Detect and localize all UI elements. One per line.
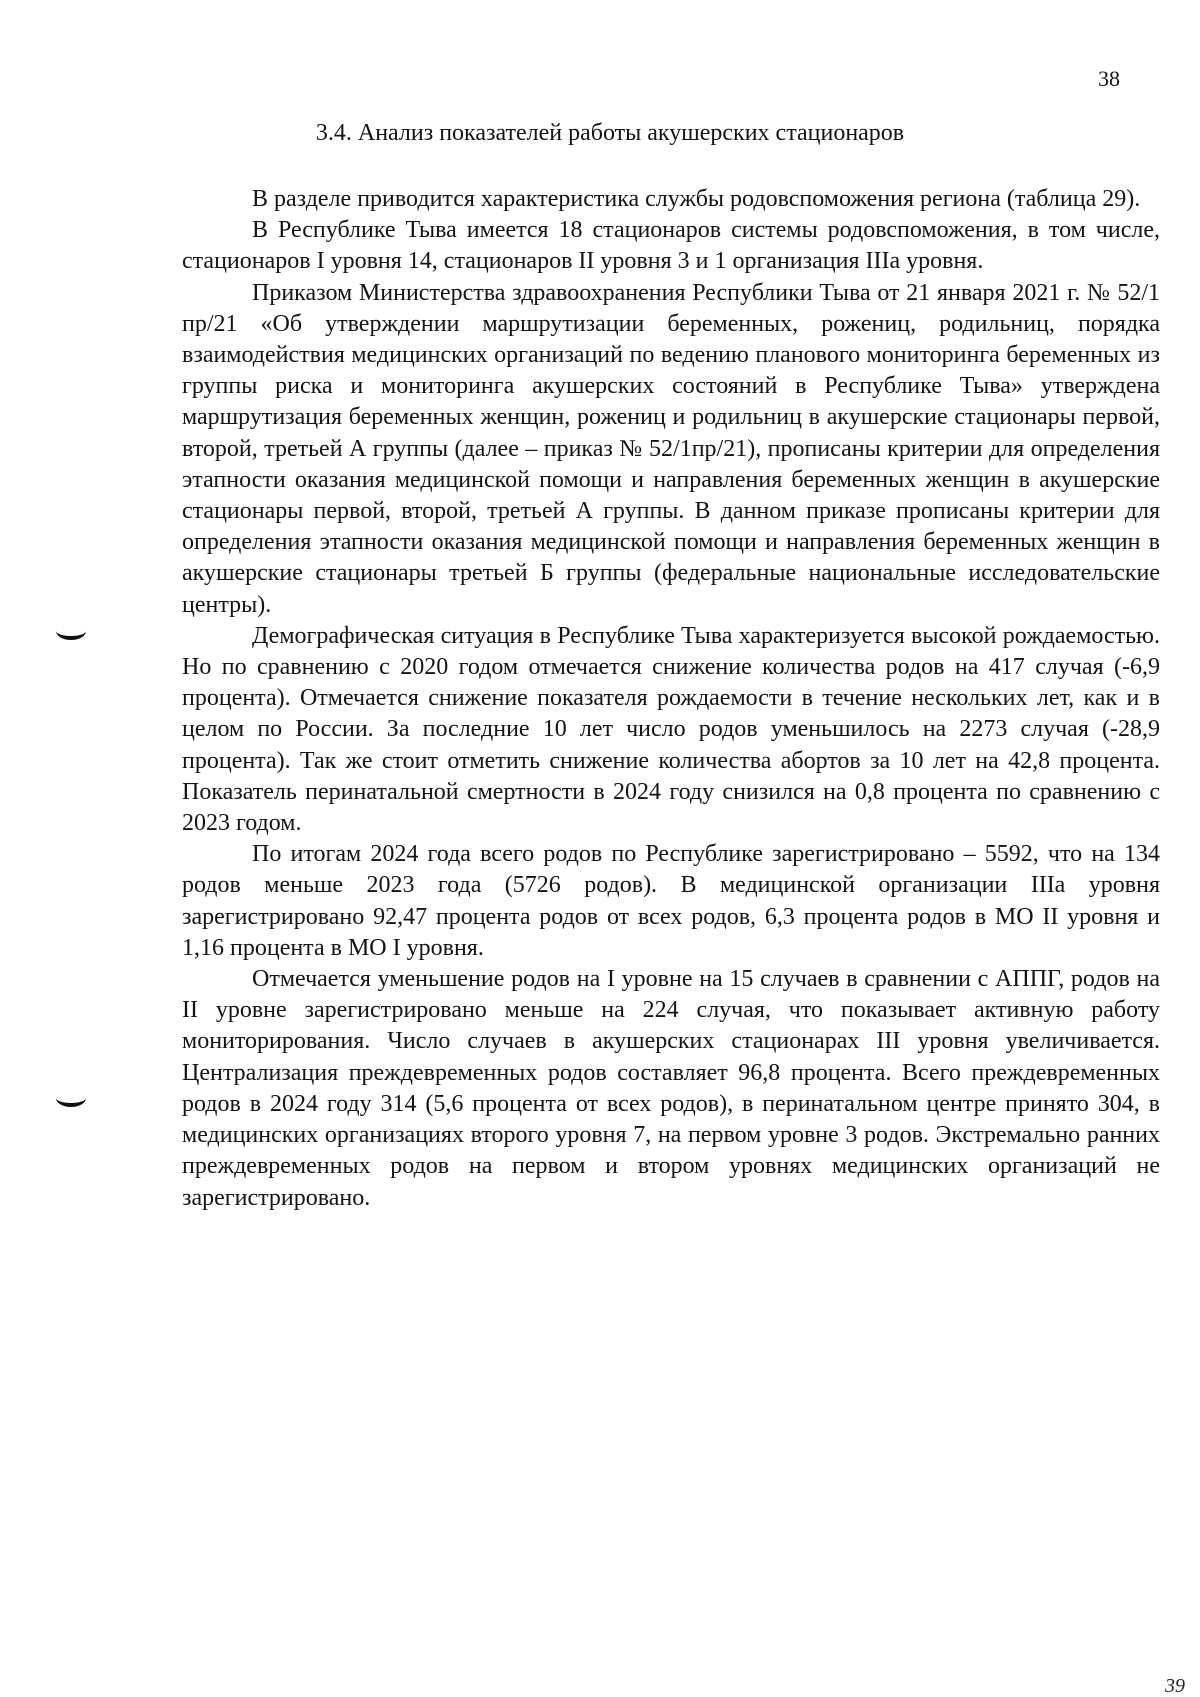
- paragraph: Отмечается уменьшение родов на I уровне на 15 случаев в сравнении с АППГ, родов на II уровне зарегистрировано меньше на 224 случая, что показывает активную работу мониторирования. Число случаев в акушерских стационарах III уровня увеличивается. Централизация преждевременных родов составляет 96,8 процента. Всего преждевременных родов в 2024 году 314 (5,6 процента от всех родов), в перинатальном центре принято 304, в медицинских организациях второго уровня 7, на первом уровне 3 родов. Экстремально ранних преждевременных родов на первом и втором уровнях медицинских организаций не зарегистрировано.: [182, 966, 1160, 1211]
- binder-mark-icon: [56, 1089, 86, 1107]
- section-title: 3.4. Анализ показателей работы акушерских стационаров: [315, 120, 905, 146]
- next-page-number: 39: [1165, 1675, 1185, 1697]
- binder-mark-icon: [56, 622, 86, 640]
- paragraph: В разделе приводится характеристика службы родовспоможения региона (таблица 29).: [252, 186, 1141, 212]
- page-number: 38: [1098, 66, 1120, 91]
- paragraph: В Республике Тыва имеется 18 стационаров системы родовспоможения, в том числе, стационаров I уровня 14, стационаров II уровня 3 и 1 организация IIIа уровня.: [182, 217, 1160, 275]
- paragraph: Приказом Министерства здравоохранения Республики Тыва от 21 января 2021 г. № 52/1 пр/21 «Об утверждении маршрутизации беременных, рожениц, родильниц, порядка взаимодействия медицинских организаций по ведению планового мониторинга беременных из группы риска и мониторинга акушерских состояний в Республике Тыва» утверждена маршрутизация беременных женщин, рожениц и родильниц в акушерские стационары первой, второй, третьей А группы (далее – приказ № 52/1пр/21), прописаны критерии для определения этапности оказания медицинской помощи и направления беременных женщин в акушерские стационары первой, второй, третьей А группы. В данном приказе прописаны критерии для определения этапности оказания медицинской помощи и направления беременных женщин в акушерские стационары третьей Б группы (федеральные национальные исследовательские центры).: [182, 279, 1160, 618]
- paragraph: Демографическая ситуация в Республике Тыва характеризуется высокой рождаемостью. Но по сравнению с 2020 годом отмечается снижение количества родов на 417 случая (-6,9 процента). Отмечается снижение показателя рождаемости в течение нескольких лет, как и в целом по России. За последние 10 лет число родов уменьшилось на 2273 случая (-28,9 процента). Так же стоит отметить снижение количества абортов за 10 лет на 42,8 процента. Показатель перинатальной смертности в 2024 году снизился на 0,8 процента по сравнению с 2023 годом.: [182, 622, 1160, 837]
- paragraph: По итогам 2024 года всего родов по Республике зарегистрировано – 5592, что на 134 родов меньше 2023 года (5726 родов). В медицинской организации IIIа уровня зарегистрировано 92,47 процента родов от всех родов, 6,3 процента родов в МО II уровня и 1,16 процента в МО I уровня.: [182, 841, 1160, 961]
- body-text: [182, 184, 1160, 1214]
